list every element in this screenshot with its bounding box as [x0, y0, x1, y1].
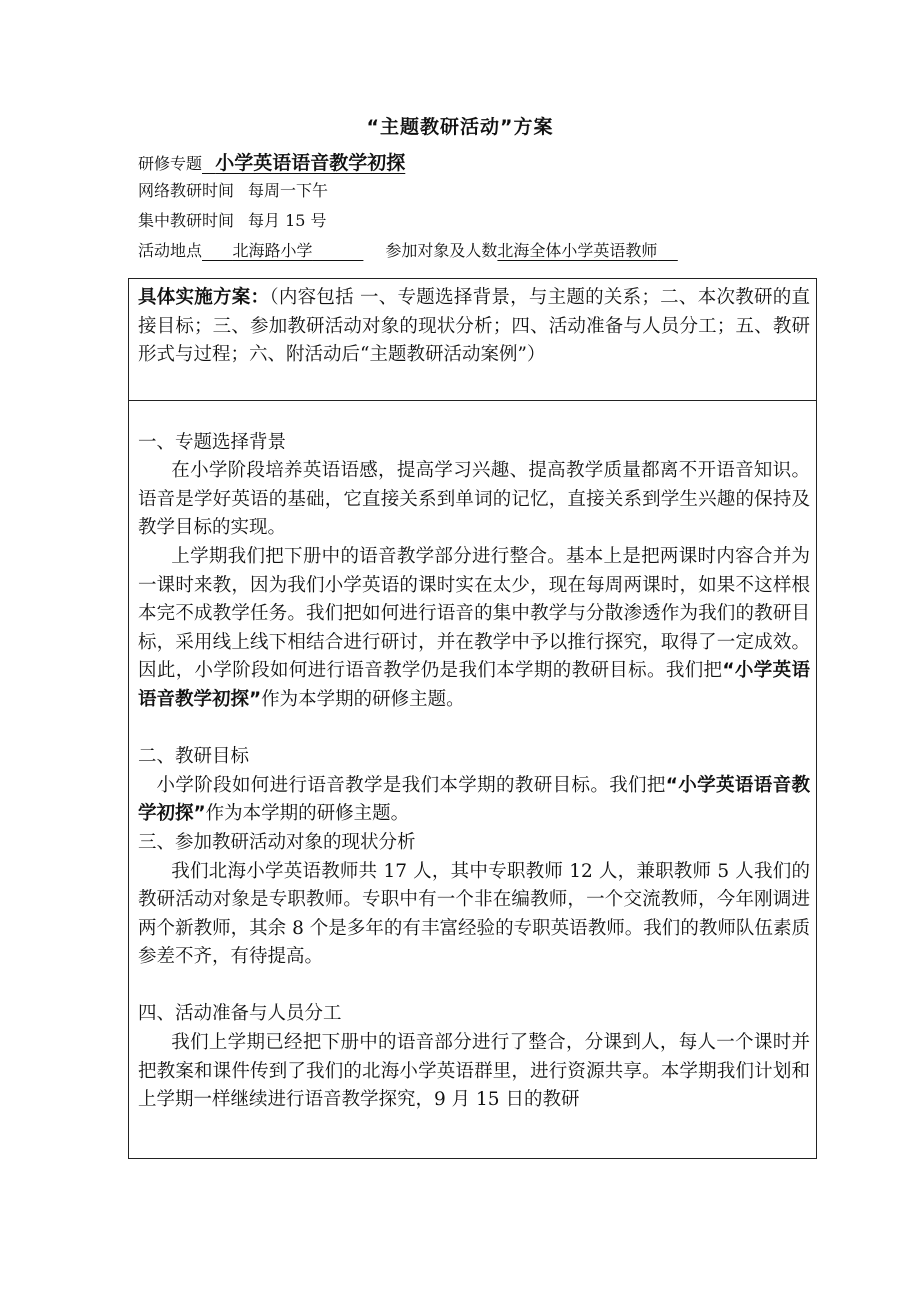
- central-time-value: 每月 15 号: [248, 211, 327, 230]
- meta-online-row: [138, 178, 328, 201]
- section-3-heading: 三、参加教研活动对象的现状分析: [138, 831, 416, 853]
- section-2-paragraph-1: 小学阶段如何进行语音教学是我们本学期的教研目标。我们把“小学英语语音教学初探”作为本学期的研修主题。: [138, 774, 810, 825]
- section-4-paragraph-1: 我们上学期已经把下册中的语音部分进行了整合，分课到人，每人一个课时并把教案和课件传到了我们的北海小学英语群里，进行资源共享。本学期我们计划和上学期一样继续进行语音教学探究，9 月 15 日的教研: [138, 1032, 810, 1111]
- online-time-value: 每周一下午: [248, 181, 329, 200]
- section-1-heading: 一、专题选择背景: [138, 431, 287, 453]
- meta-central-row: [138, 208, 327, 231]
- section-1-paragraph-1: 在小学阶段培养英语语感，提高学习兴趣、提高教学质量都离不开语音知识。语音是学好英语的基础，它直接关系到单词的记忆，直接关系到学生兴趣的保持及教学目标的实现。: [138, 460, 810, 539]
- participants-label: 参加对象及人数: [385, 241, 498, 260]
- central-time-label: 集中教研时间: [138, 211, 235, 230]
- topic-value: 小学英语语音教学初探: [215, 152, 406, 174]
- meta-topic-row: [138, 148, 405, 175]
- section-3-paragraph-1: 我们北海小学英语教师共 17 人，其中专职教师 12 人，兼职教师 5 人我们的教研活动对象是专职教师。专职中有一个非在编教师，一个交流教师，今年刚调进两个新教师，其余 8 个是多年的有丰富经验的专职英语教师。我们的教师队伍素质参差不齐，有待提高。: [138, 860, 810, 968]
- page-title: “主题教研活动”方案: [366, 116, 554, 138]
- plan-heading: 具体实施方案：: [138, 287, 270, 308]
- meta-place-row: [138, 238, 678, 261]
- section-4-heading: 四、活动准备与人员分工: [138, 1003, 342, 1025]
- plan-table: [128, 278, 817, 1159]
- topic-label: 研修专题: [138, 154, 203, 173]
- plan-intro: （内容包括 一、专题选择背景，与主题的关系；二、本次教研的直接目标；三、参加教研活动对象的现状分析；四、活动准备与人员分工；五、教研形式与过程；六、附活动后“主题教研活动案例”）: [138, 287, 810, 366]
- plan-body-cell: [138, 400, 810, 1115]
- participants-value: 北海全体小学英语教师: [497, 241, 658, 260]
- place-label: 活动地点: [138, 241, 203, 260]
- online-time-label: 网络教研时间: [138, 181, 235, 200]
- section-2-heading: 二、教研目标: [138, 746, 250, 768]
- place-value: 北海路小学: [232, 241, 313, 260]
- plan-heading-cell: [138, 284, 810, 370]
- topic-emphasis-2: “小学英语语音教学初探”: [138, 774, 810, 825]
- topic-emphasis: “小学英语语音教学初探”: [138, 660, 810, 710]
- section-1-paragraph-2: 上学期我们把下册中的语音教学部分进行整合。基本上是把两课时内容合并为一课时来教，因为我们小学英语的课时实在太少，现在每周两课时，如果不这样根本完不成教学任务。我们把如何进行语音的集中教学与分散渗透作为我们的教研目标，采用线上线下相结合进行研讨，并在教学中予以推行探究，取得了一定成效。因此，小学阶段如何进行语音教学仍是我们本学期的教研目标。我们把“小学英语语音教学初探”作为本学期的研修主题。: [138, 545, 810, 710]
